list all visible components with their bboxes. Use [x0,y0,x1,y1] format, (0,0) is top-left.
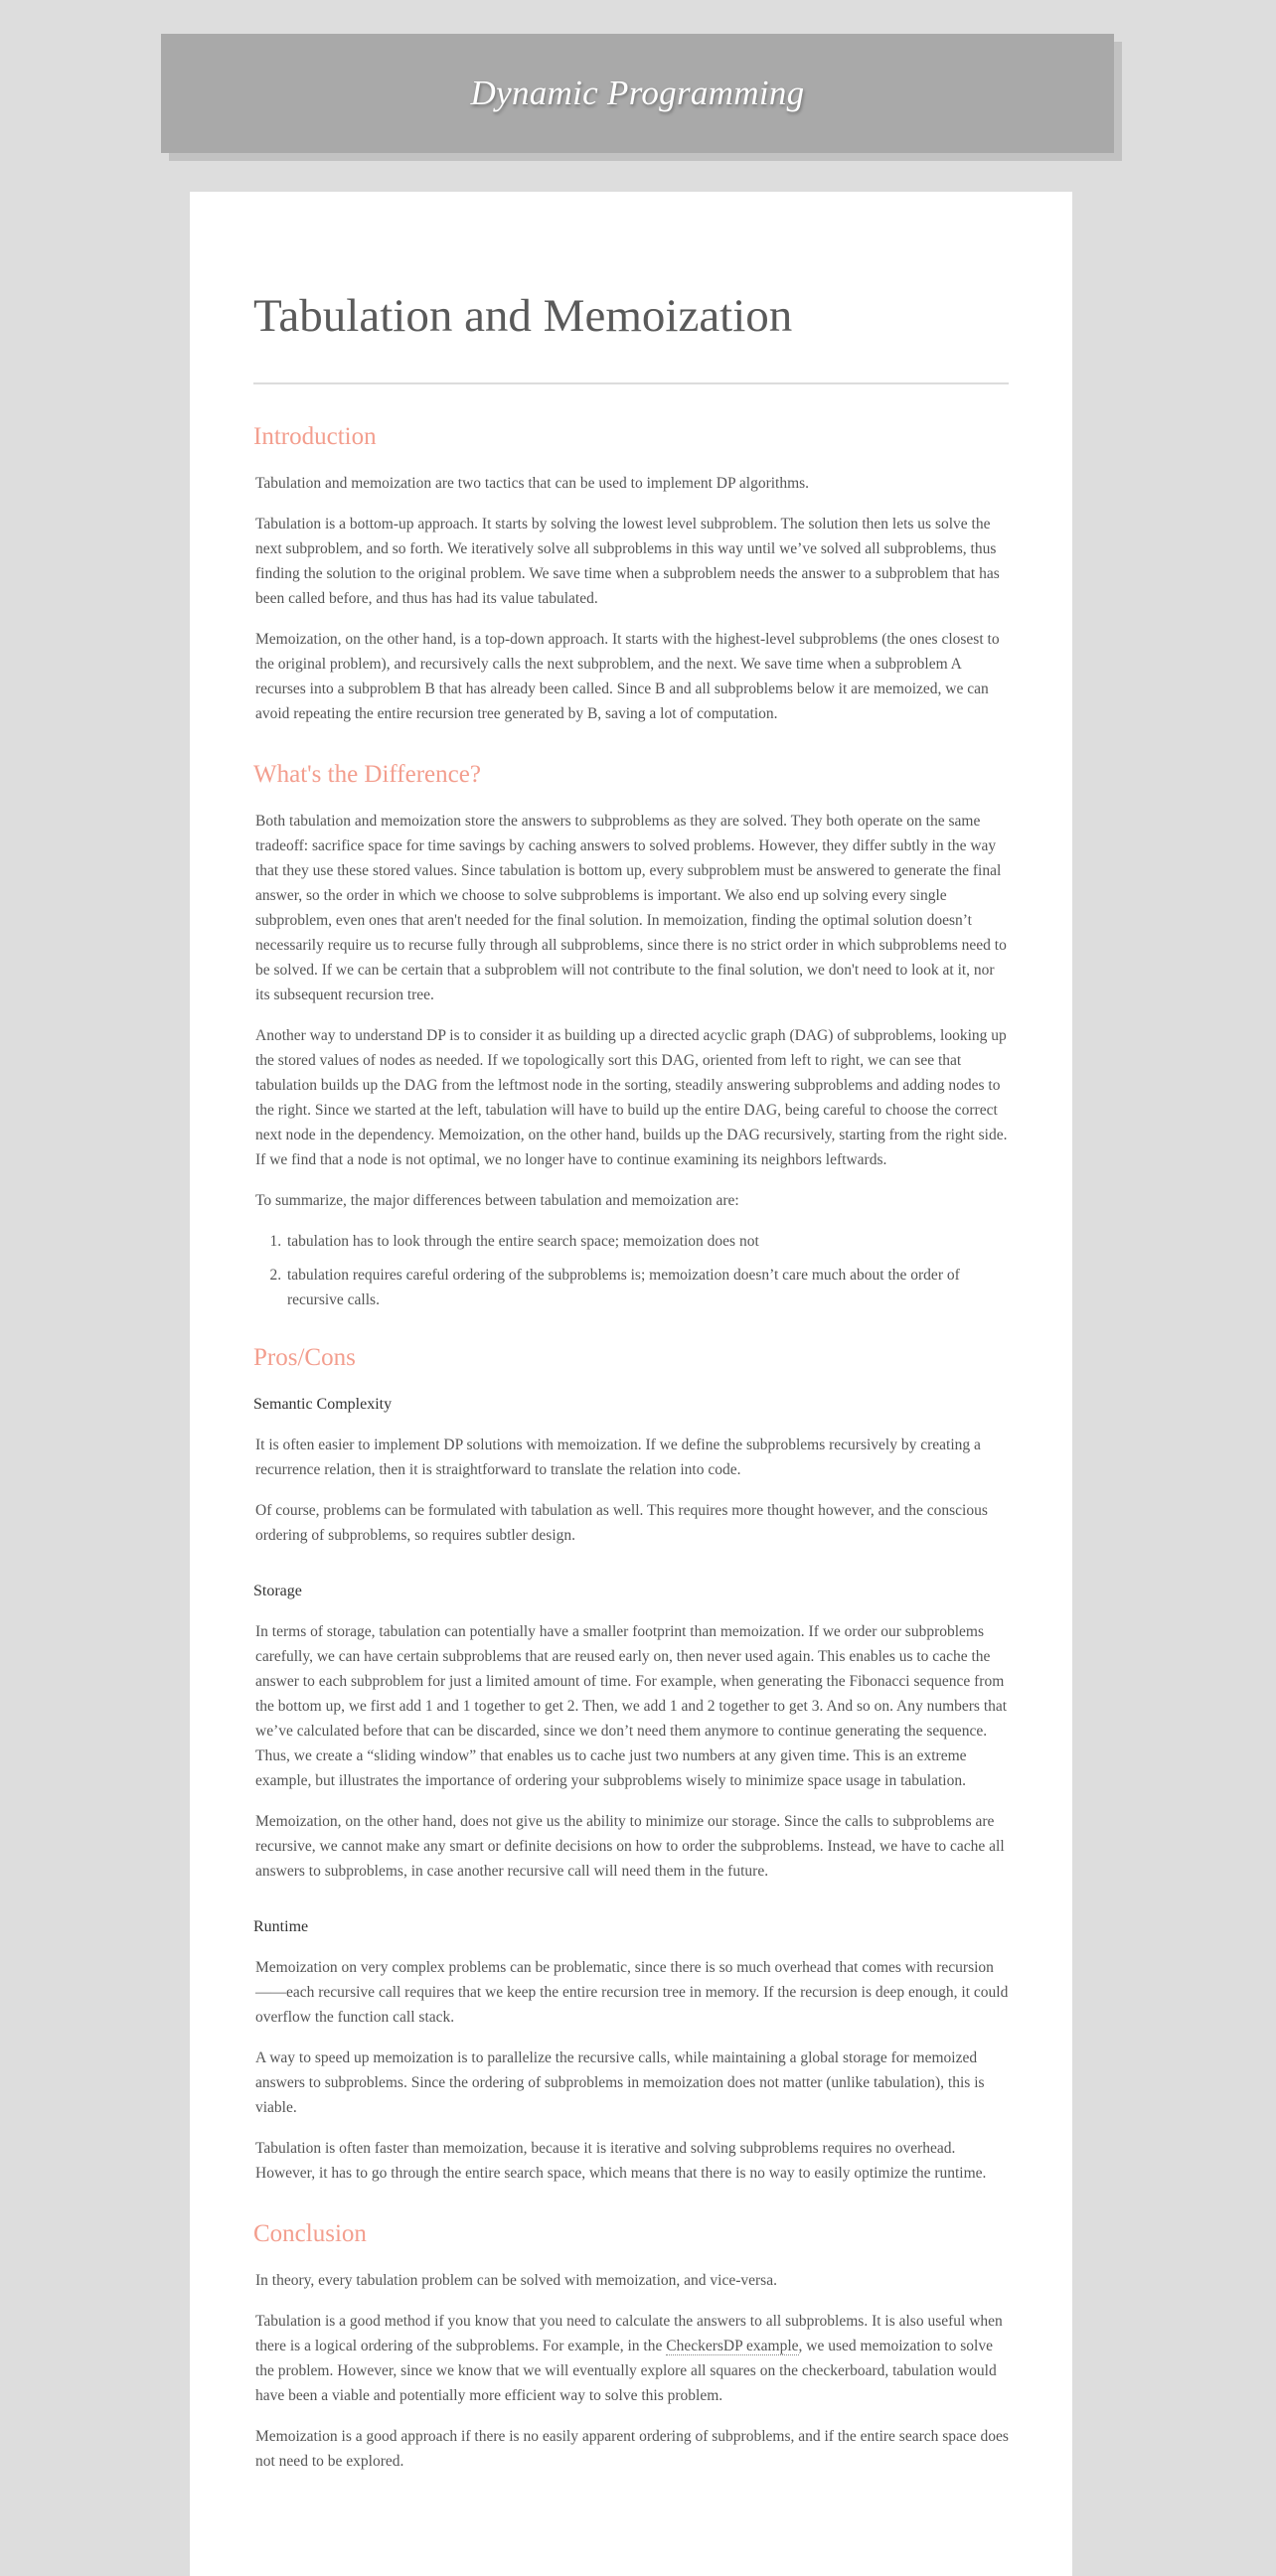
article-content [253,192,1009,2474]
conclusion-text-before-link: Tabulation is a good method if you know that you need to calculate the answers to all subproblems. It is also useful when there is a logical ordering of the subproblems. For example, in the [255,2313,1003,2354]
page-title: Tabulation and Memoization [253,290,793,342]
runtime-paragraph-1: Memoization on very complex problems can be problematic, since there is so much overhead that comes with recursion——each recursive call requires that we keep the entire recursion tree in memory. If the recursion is deep enough, it could overflow the function call stack. [255,1959,1009,2026]
title-divider [253,382,1009,384]
conclusion-text-after-link: , we used memoization to solve the problem. However, since we know that we will eventually explore all squares on the checkerboard, tabulation would have been a viable and potentially more efficient way to solve this problem. [255,2338,997,2404]
semantic-paragraph-2: Of course, problems can be formulated with tabulation as well. This requires more thought however, and the conscious ordering of subproblems, so requires subtler design. [255,1502,988,1544]
section-heading-proscons: Pros/Cons [253,1344,356,1371]
conclusion-paragraph-2 [253,2309,1009,2408]
runtime-paragraph-3: Tabulation is often faster than memoization, because it is iterative and solving subproblems requires no overhead. However, it has to go through the entire search space, which means that there is no way to easily optimize the runtime. [255,2140,987,2182]
section-heading-introduction: Introduction [253,423,377,450]
difference-paragraph-2: Another way to understand DP is to consider it as building up a directed acyclic graph (DAG) of subproblems, looking up the stored values of nodes as needed. If we topologically sort this DAG, oriented from left to right, we can see that tabulation builds up the DAG from the leftmost node in the sorting, steadily answering subproblems and adding nodes to the right. Since we started at the left, tabulation will have to build up the entire DAG, being careful to choose the correct next node in the dependency. Memoization, on the other hand, builds up the DAG recursively, starting from the right side. If we find that a node is not optimal, we no longer have to continue examining its neighbors leftwards. [255,1027,1008,1168]
differences-list [253,1229,981,1312]
article-card [190,192,1072,2576]
checkersdp-example-link[interactable]: CheckersDP example [666,2338,799,2354]
differences-list-item: 2. tabulation requires careful ordering of the subproblems is; memoization doesn’t care much about the order of recursive calls. [285,1263,981,1312]
section-heading-difference: What's the Difference? [253,761,481,788]
semantic-paragraph-1: It is often easier to implement DP solutions with memoization. If we define the subproblems recursively by creating a recurrence relation, then it is straightforward to translate the relation into code. [255,1437,981,1478]
intro-paragraph-2: Tabulation is a bottom-up approach. It starts by solving the lowest level subproblem. The solution then lets us solve the next subproblem, and so forth. We iteratively solve all subproblems in this way until we’ve solved all subproblems, thus finding the solution to the original problem. We save time when a subproblem needs the answer to a subproblem that has been called before, and thus has had its value tabulated. [255,516,1000,607]
runtime-paragraph-2: A way to speed up memoization is to parallelize the recursive calls, while maintaining a global storage for memoized answers to subproblems. Since the ordering of subproblems in memoization does not matter (unlike tabulation), this is viable. [255,2049,985,2116]
site-banner [161,34,1114,153]
conclusion-paragraph-3: Memoization is a good approach if there is no easily apparent ordering of subproblems, and if the entire search space does not need to be explored. [255,2428,1009,2470]
intro-paragraph-3: Memoization, on the other hand, is a top-down approach. It starts with the highest-level subproblems (the ones closest to the original problem), and recursively calls the next subproblem, and the next. We save time when a subproblem A recurses into a subproblem B that has already been called. Since B and all subproblems below it are memoized, we can avoid repeating the entire recursion tree generated by B, saving a lot of computation. [255,631,1000,722]
storage-paragraph-1: In terms of storage, tabulation can potentially have a smaller footprint than memoization. If we order our subproblems carefully, we can have certain subproblems that are reused early on, then never used again. This enables us to cache the answer to each subproblem for just a limited amount of time. For example, when generating the Fibonacci sequence from the bottom up, we first add 1 and 1 together to get 2. Then, we add 1 and 2 together to get 3. And so on. Any numbers that we’ve calculated before that can be discarded, since we don’t need them anymore to continue generating the sequence. Thus, we create a “sliding window” that enables us to cache just two numbers at any given time. This is an extreme example, but illustrates the importance of ordering your subproblems wisely to minimize space usage in tabulation. [255,1623,1008,1789]
section-heading-conclusion: Conclusion [253,2220,367,2247]
differences-list-item: 1. tabulation has to look through the entire search space; memoization does not [285,1229,981,1254]
intro-paragraph-1: Tabulation and memoization are two tactics that can be used to implement DP algorithms. [255,475,810,492]
storage-paragraph-2: Memoization, on the other hand, does not give us the ability to minimize our storage. Since the calls to subproblems are recursive, we cannot make any smart or definite decisions on how to order the subproblems. Instead, we have to cache all answers to subproblems, in case another recursive call will need them in the future. [255,1813,1005,1880]
subheading-storage: Storage [253,1583,302,1599]
subheading-semantic-complexity: Semantic Complexity [253,1396,393,1413]
difference-paragraph-1: Both tabulation and memoization store the answers to subproblems as they are solved. They both operate on the same tradeoff: sacrifice space for time savings by caching answers to solved problems. However, they differ subtly in the way that they use these stored values. Since tabulation is bottom up, every subproblem must be answered to generate the final answer, so the order in which we choose to solve subproblems is important. We also end up solving every single subproblem, even ones that aren't needed for the final solution. In memoization, finding the optimal solution doesn’t necessarily require us to recurse fully through all subproblems, since there is no strict order in which subproblems need to be solved. If we can be certain that a subproblem will not contribute to the final solution, we don't need to look at it, nor its subsequent recursion tree. [255,813,1007,1003]
subheading-runtime: Runtime [253,1918,309,1935]
difference-paragraph-3: To summarize, the major differences between tabulation and memoization are: [255,1192,739,1209]
conclusion-paragraph-1: In theory, every tabulation problem can be solved with memoization, and vice-versa. [255,2272,777,2289]
site-title[interactable]: Dynamic Programming [470,74,805,112]
